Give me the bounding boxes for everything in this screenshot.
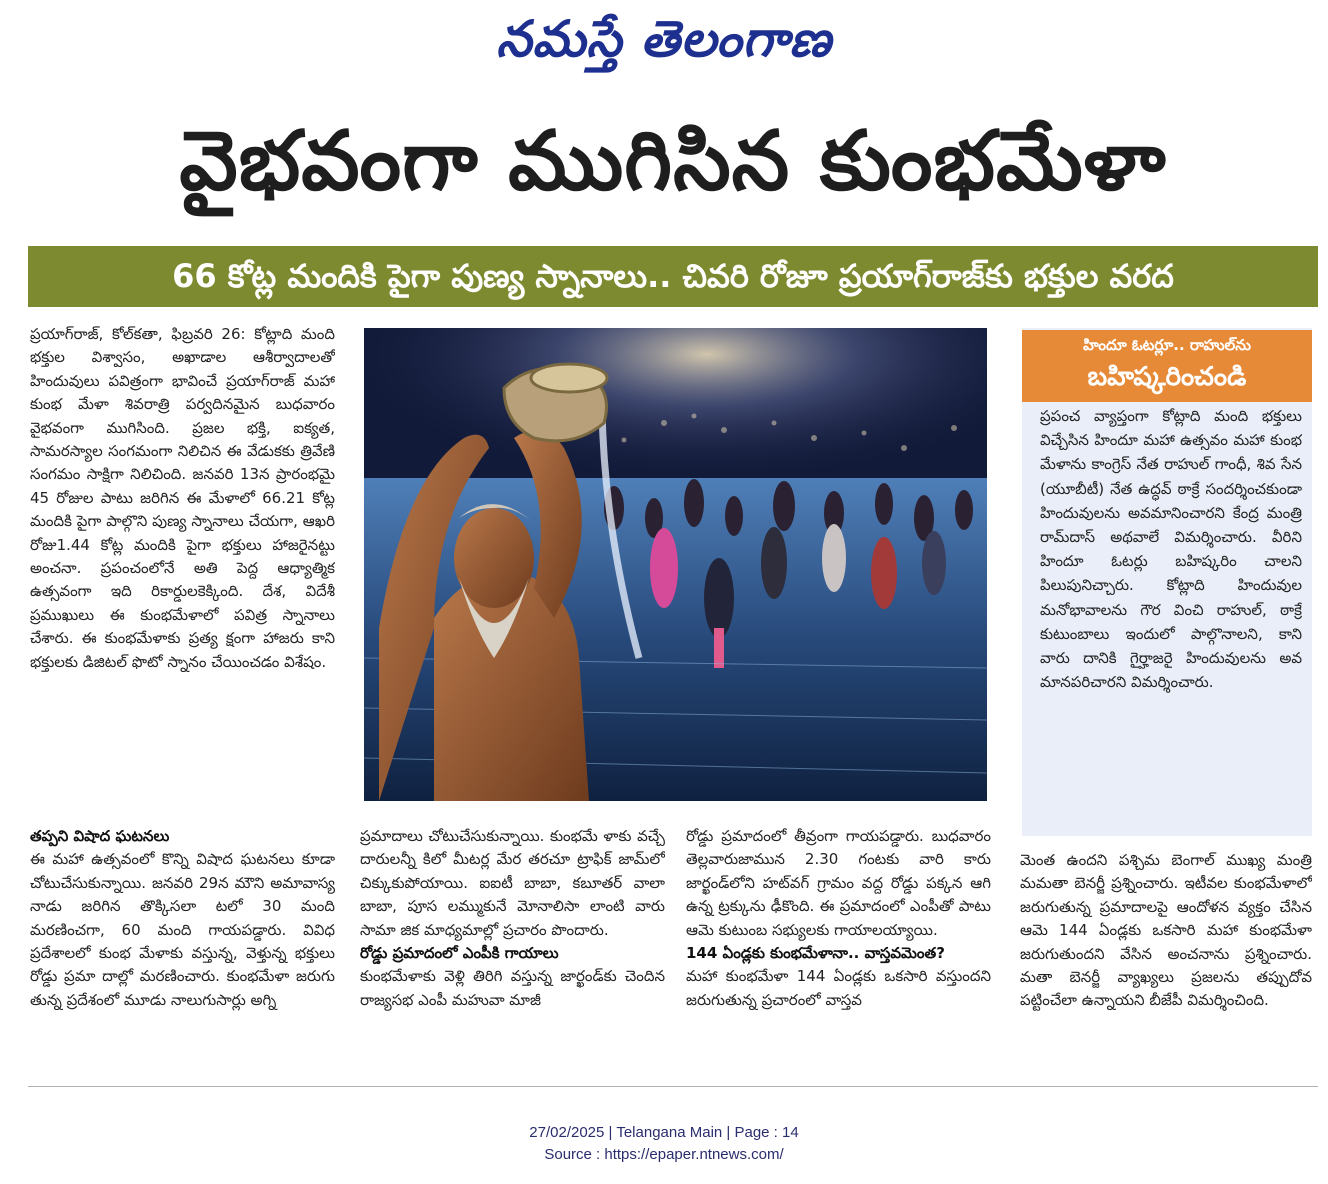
article-paragraph: ప్రమాదాలు చోటుచేసుకున్నాయి. కుంభమే ళాకు వచ్చే దారులన్నీ కిలో మీటర్ల మేర తరచూ ట్రాఫిక్‌ జామ్‌లో చిక్కుకుపోయాయి. ఐఐటీ బాబా, కబూతర్‌ వాలా బాబా, పూస లమ్ముకునే మోనాలిసా లాంటి వారు సామా జిక మాధ్యమాల్లో ప్రచారం పొందారు.	[360, 827, 665, 939]
footer-source-link[interactable]: Source : https://epaper.ntnews.com/	[544, 1146, 784, 1163]
article-paragraph: ప్రయాగ్‌రాజ్‌, కోల్‌కతా, ఫిబ్రవరి 26: కోట్లాది మంది భక్తుల విశ్వాసం, అఖాడాల ఆశీర్వాదాలతో హిందువులు పవిత్రంగా భావించే ప్రయాగ్‌రాజ్‌ మహా కుంభ మేళా శివరాత్రి పర్వదినమైన బుధవారం వైభవంగా ముగిసింది. ప్రజల భక్తి, ఐక్యత, సామరస్యాల సంగమంగా నిలిచిన ఈ వేడుకకు త్రివేణి సంగమం సాక్షిగా నిలిచింది. జనవరి 13న ప్రారంభమై 45 రోజుల పాటు జరిగిన ఈ మేళాలో 66.21 కోట్ల మందికి పైగా పాల్గొని పుణ్య స్నానాలు చేయగా, ఆఖరి రోజు1.44 కోట్ల మందికి పైగా భక్తులు హాజరైనట్టు అంచనా. ప్రపంచంలోనే అతి పెద్ద ఆధ్యాత్మిక ఉత్సవంగా ఇది రికార్డులకెక్కింది. దేశ, విదేశీ ప్రముఖులు ఈ కుంభమేళాలో పవిత్ర స్నానాలు చేశారు. ఈ కుంభమేళాకు ప్రత్య క్షంగా హాజరు కాని భక్తులకు డిజిటల్‌ ఫొటో స్నానం చేయించడం విశేషం.	[30, 325, 335, 671]
article-column-3	[686, 825, 991, 1035]
section-subhead: రోడ్డు ప్రమాదంలో ఎంపీకి గాయాలు	[360, 944, 559, 963]
sidebar-header	[1022, 330, 1312, 402]
article-paragraph: ఈ మహా ఉత్సవంలో కొన్ని విషాద ఘటనలు కూడా చోటుచేసుకున్నాయి. జనవరి 29న మౌని అమావాస్య నాడు జరిగిన తొక్కిసలా టలో 30 మంది మరణించగా, 60 మంది గాయపడ్డారు. వివిధ ప్రదేశాలలో కుంభ మేళాకు వస్తున్న, వెళ్తున్న భక్తులు రోడ్డు ప్రమా దాల్లో మరణించారు. కుంభమేళా జరుగు తున్న ప్రదేశంలో మూడు నాలుగుసార్లు అగ్ని	[30, 850, 335, 1009]
article-column-1-lower	[30, 825, 335, 1035]
section-subhead: 144 ఏండ్లకు కుంభమేళానా.. వాస్తవమెంత?	[686, 944, 945, 963]
photo-illustration	[364, 328, 987, 801]
sidebar-title: బహిష్కరించండి	[1087, 362, 1247, 392]
article-column-4	[1020, 849, 1312, 1035]
newspaper-masthead: నమస్తే తెలంగాణ	[496, 9, 832, 68]
kumbh-mela-photo	[364, 328, 987, 801]
footer-edition-info: 27/02/2025 | Telangana Main | Page : 14	[529, 1124, 799, 1141]
sidebar-text: ప్రపంచ వ్యాప్తంగా కోట్లాది మంది భక్తులు విచ్చేసిన హిందూ మహా ఉత్సవం మహా కుంభ మేళాను కాంగ్రెస్‌ నేత రాహుల్‌ గాంధీ, శివ సేన (యూబీటీ) నేత ఉద్ధవ్‌ ఠాక్రే సందర్శించకుండా హిందువులను అవమానించారని కేంద్ర మంత్రి రామ్‌దాస్‌ అథవాలే విమర్శించారు. వీరిని హిందూ ఓటర్లు బహిష్కరిం చాలని పిలుపునిచ్చారు. కోట్లాది హిందువుల మనోభావాలను గౌర వించి రాహుల్‌, ఠాక్రే కుటుంబాలు ఇందులో పాల్గొనాలని, కాని వారు దానికి గైర్హాజరై హిందువులను అవ మానపరిచారని విమర్శించారు.	[1040, 407, 1302, 692]
article-column-2	[360, 825, 665, 1035]
section-subhead: తప్పని విషాద ఘటనలు	[30, 827, 170, 845]
article-paragraph: మెంత ఉందని పశ్చిమ బెంగాల్‌ ముఖ్య మంత్రి మమతా బెనర్జీ ప్రశ్నించారు. ఇటీవల కుంభమేళాలో జరుగుతున్న ప్రమాదాలపై ఆందోళన వ్యక్తం చేసిన ఆమె 144 ఏండ్లకు ఒకసారి మహా కుంభమేళా జరుగుతుందని వేసిన అంచనాను ప్రశ్నించారు. మతా బెనర్జీ వ్యాఖ్యలు ప్రజలను తప్పుదోవ పట్టించేలా ఉన్నాయని బీజేపీ విమర్శించింది.	[1020, 851, 1312, 1010]
article-paragraph: మహా కుంభమేళా 144 ఏండ్లకు ఒకసారి వస్తుందని జరుగుతున్న ప్రచారంలో వాస్తవ	[686, 967, 991, 1009]
article-paragraph: రోడ్డు ప్రమాదంలో తీవ్రంగా గాయపడ్డారు. బుధవారం తెల్లవారుజామున 2.30 గంటకు వారి కారు జార్ఖండ్‌లోని హట్‌వగ్‌ గ్రామం వద్ద రోడ్డు పక్కన ఆగి ఉన్న ట్రక్కును ఢీకొంది. ఈ ప్రమాదంలో ఎంపీతో పాటు ఆమె కుటుంబ సభ్యులకు గాయాలయ్యాయి.	[686, 827, 991, 939]
article-column-1	[30, 323, 335, 715]
footer-divider	[28, 1086, 1318, 1087]
article-headline: వైభవంగా ముగిసిన కుంభమేళా	[179, 114, 1167, 209]
sidebar-kicker: హిందూ ఓటర్లూ.. రాహుల్‌ను	[1083, 336, 1251, 354]
article-paragraph: కుంభమేళాకు వెళ్లి తిరిగి వస్తున్న జార్ఖండ్‌కు చెందిన రాజ్యసభ ఎంపీ మహువా మాజీ	[360, 967, 665, 1009]
article-subheadline: 66 కోట్ల మందికి పైగా పుణ్య స్నానాలు.. చివరి రోజూ ప్రయాగ్‌రాజ్‌కు భక్తుల వరద	[28, 246, 1318, 307]
